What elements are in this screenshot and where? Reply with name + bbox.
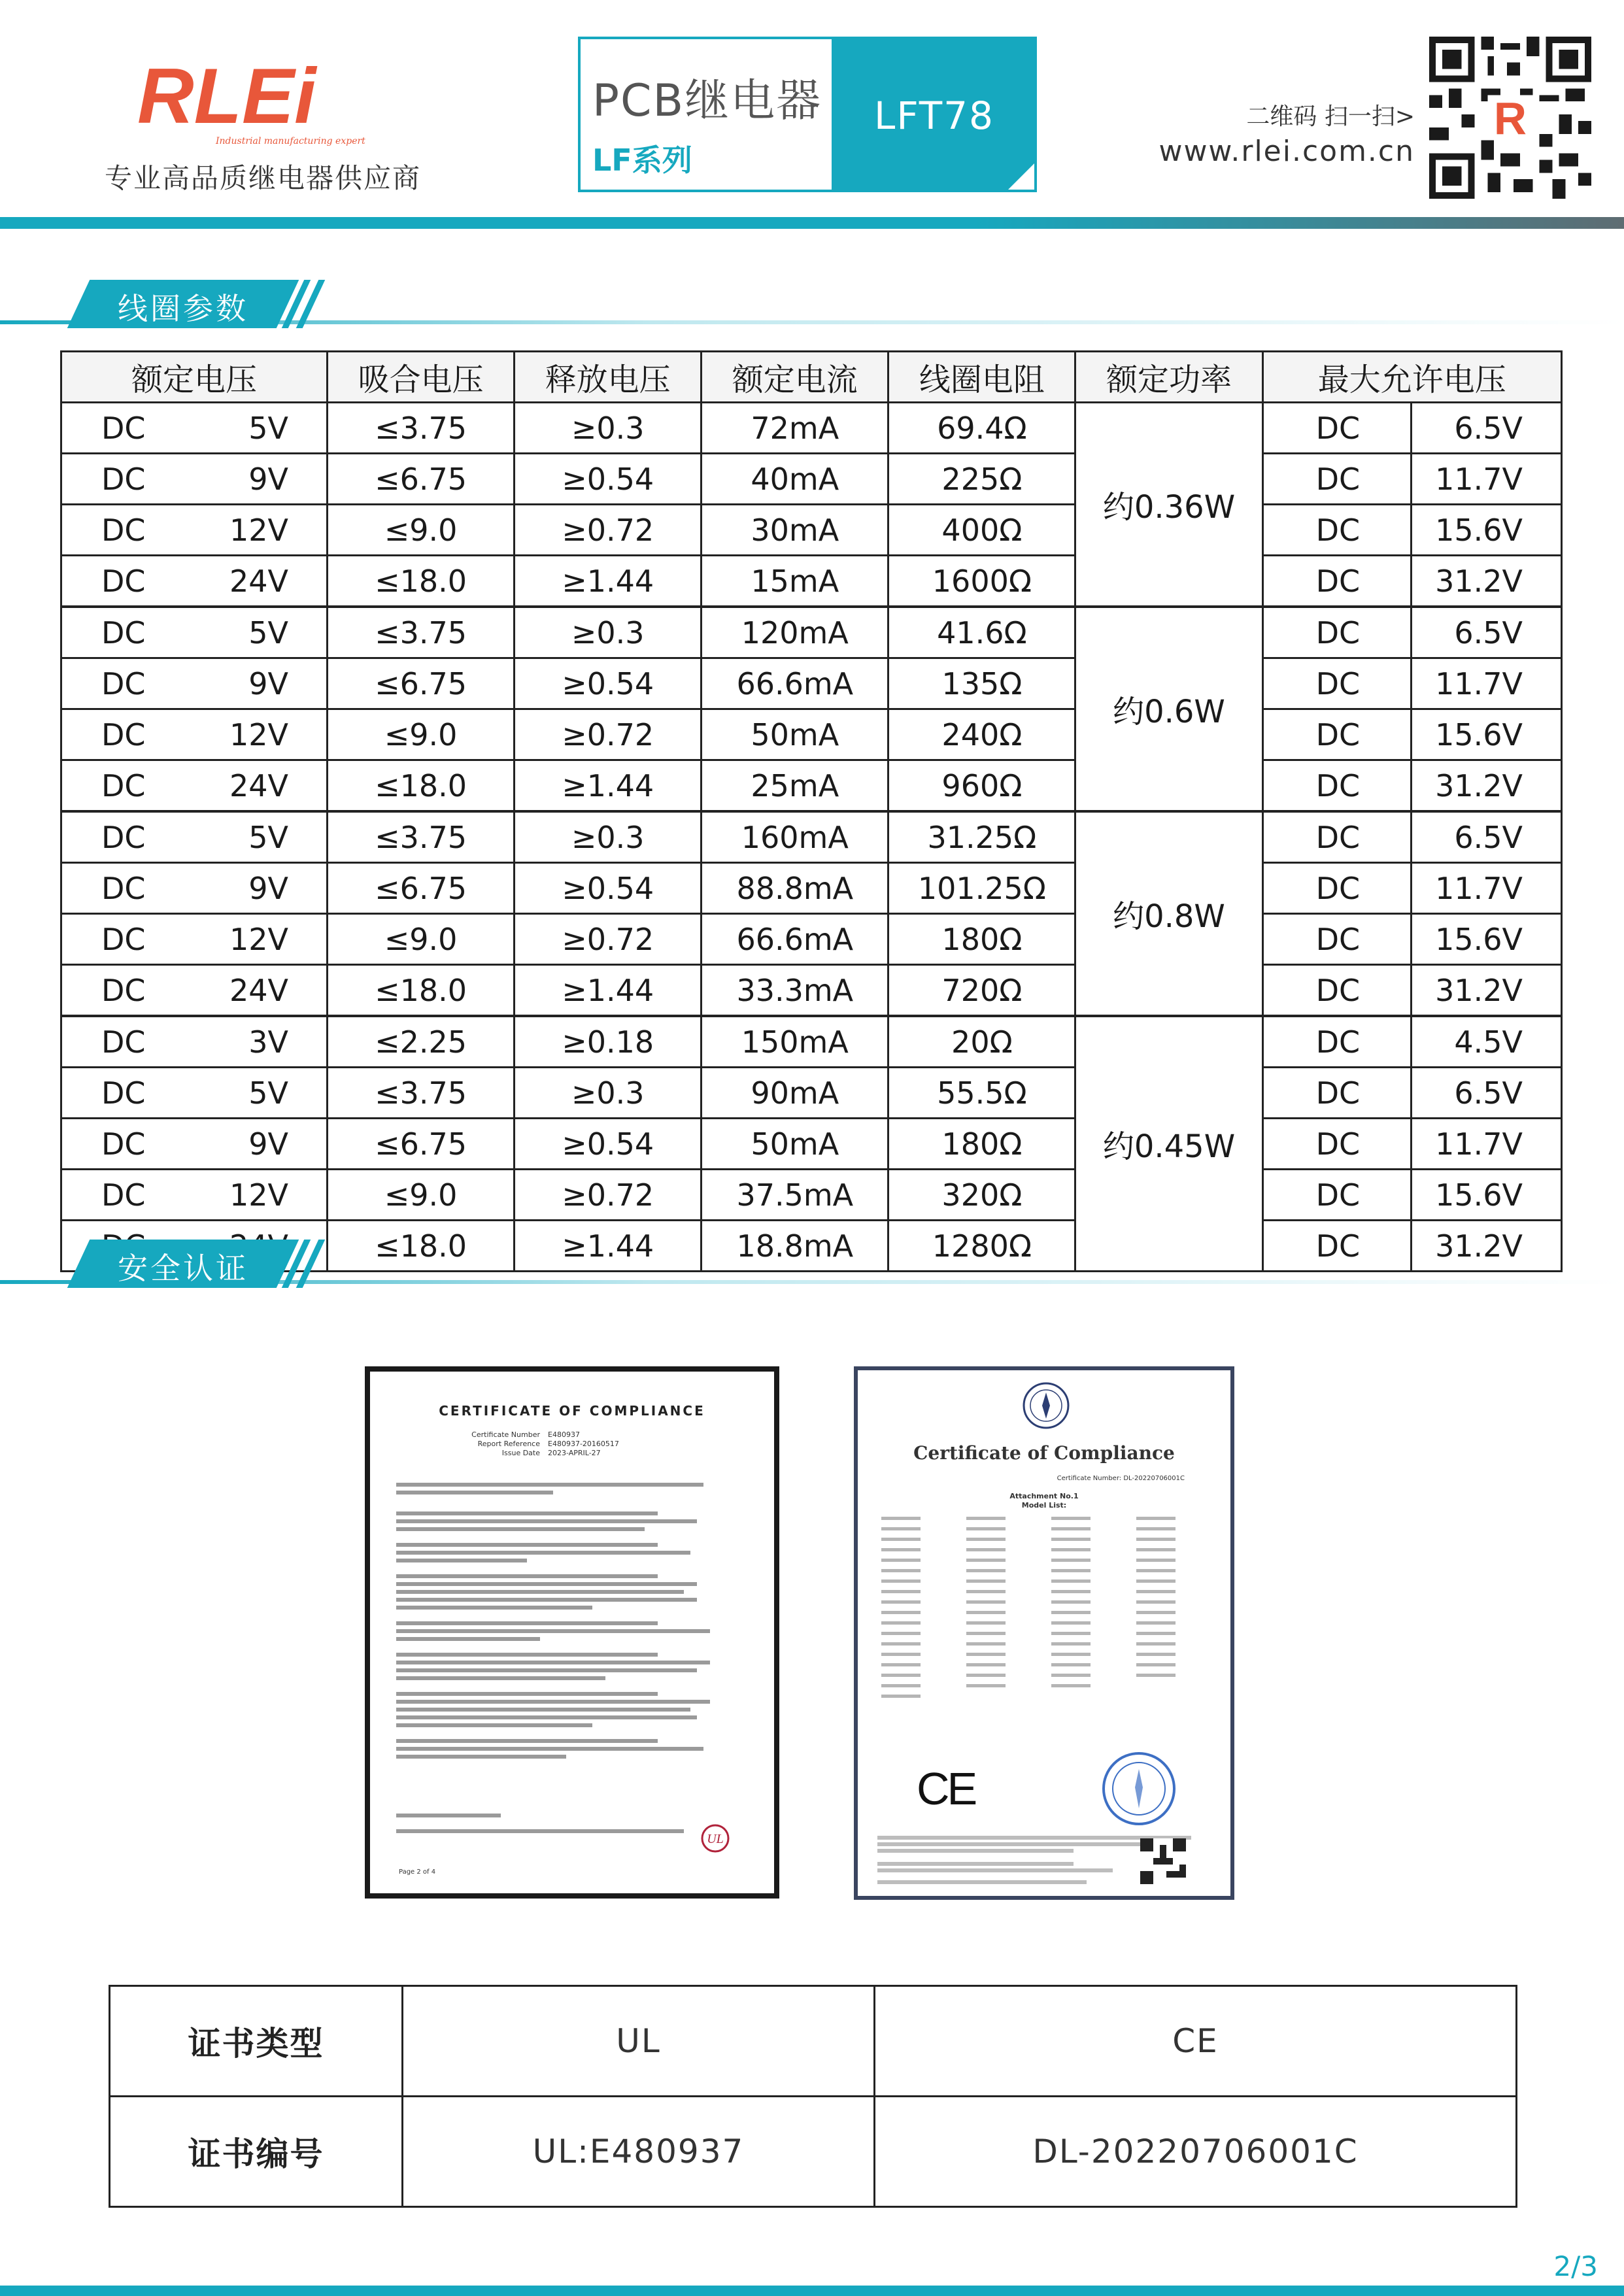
table-cell: DC [61,1068,196,1119]
section-title-coil: 线圈参数 [118,291,248,326]
table-cell: 5V [195,811,328,863]
table-row [61,760,1562,812]
table-cell: ≤9.0 [328,505,515,556]
table-cell: 960Ω [888,760,1075,812]
table-cell: ≥0.72 [515,505,702,556]
table-cell: 12V [195,914,328,965]
footer-bar [0,2286,1624,2296]
table-cell: ≤6.75 [328,454,515,505]
table-cell: DC [1262,863,1412,914]
table-row [110,2097,1517,2207]
table-cell: DC [1262,556,1412,607]
rated-power-cell: 约0.45W [1075,1016,1262,1272]
rlei-logo [137,58,373,149]
table-cell: 240Ω [888,709,1075,760]
table-cell: DC [1262,1119,1412,1170]
table-cell: DC [61,1170,196,1221]
company-tagline: 专业高品质继电器供应商 [105,162,422,194]
table-cell: 31.2V [1412,965,1562,1017]
table-cell: ≥0.18 [515,1016,702,1068]
product-model: LFT78 [832,39,1037,192]
header-divider [0,217,1624,229]
table-cell: 1280Ω [888,1221,1075,1272]
table-cell: ≤3.75 [328,403,515,454]
table-cell: DC [1262,760,1412,812]
table-cell: 31.2V [1412,1221,1562,1272]
cert-type-label: 证书类型 [110,1986,403,2097]
ce-model-list-lines [881,1517,1215,1706]
table-cell: ≥0.3 [515,607,702,658]
ul-mark-icon [700,1823,731,1854]
table-cell: 120mA [702,607,888,658]
col-header: 吸合电压 [328,352,515,403]
table-cell: DC [1262,403,1412,454]
table-cell: 15.6V [1412,1170,1562,1221]
col-header: 最大允许电压 [1262,352,1561,403]
ul-cert-date-label: Issue Date [501,1449,540,1457]
table-cell: 24V [195,760,328,812]
svg-text:R: R [1493,92,1527,144]
table-cell: 11.7V [1412,658,1562,709]
cert-number-label: 证书编号 [110,2097,403,2207]
product-series: LF系列 [592,143,692,178]
col-header: 额定功率 [1075,352,1262,403]
table-row [61,811,1562,863]
rated-power-cell: 约0.36W [1075,403,1262,607]
table-cell: DC [1262,1170,1412,1221]
table-cell: ≥0.72 [515,914,702,965]
table-cell: 1600Ω [888,556,1075,607]
table-cell: DC [1262,1068,1412,1119]
table-cell: 9V [195,1119,328,1170]
table-row [110,1986,1517,2097]
table-cell: 180Ω [888,914,1075,965]
table-row [61,709,1562,760]
table-cell: 225Ω [888,454,1075,505]
table-cell: 5V [195,607,328,658]
table-cell: 720Ω [888,965,1075,1017]
table-cell: 31.2V [1412,760,1562,812]
table-cell: DC [61,505,196,556]
table-cell: DC [61,863,196,914]
table-cell: 400Ω [888,505,1075,556]
table-row [61,658,1562,709]
page-number: 2/3 [1553,2250,1598,2282]
table-cell: 50mA [702,1119,888,1170]
table-cell: 20Ω [888,1016,1075,1068]
stamp-icon [1100,1749,1178,1828]
table-cell: ≥0.72 [515,1170,702,1221]
table-cell: 101.25Ω [888,863,1075,914]
table-cell: 50mA [702,709,888,760]
table-cell: 69.4Ω [888,403,1075,454]
table-cell: DC [61,965,196,1017]
table-cell: 15.6V [1412,505,1562,556]
ce-certificate-image [854,1366,1234,1900]
table-cell: ≤3.75 [328,607,515,658]
coil-parameter-table [60,350,1563,1272]
cert-number-ul: UL:E480937 [403,2097,875,2207]
cert-number-ce: DL-20220706001C [875,2097,1517,2207]
table-cell: DC [1262,607,1412,658]
table-cell: 12V [195,505,328,556]
ul-cert-date: 2023-APRIL-27 [548,1449,601,1457]
table-cell: 72mA [702,403,888,454]
table-cell: DC [61,556,196,607]
table-cell: 11.7V [1412,454,1562,505]
table-cell: 24V [195,556,328,607]
table-row [61,607,1562,658]
table-cell: 66.6mA [702,658,888,709]
table-row [61,403,1562,454]
table-cell: ≤18.0 [328,760,515,812]
col-header: 额定电压 [61,352,328,403]
table-cell: ≤3.75 [328,1068,515,1119]
table-cell: ≤18.0 [328,965,515,1017]
table-row [61,1170,1562,1221]
table-cell: 150mA [702,1016,888,1068]
ul-cert-number-label: Certificate Number [471,1430,540,1439]
table-cell: DC [1262,709,1412,760]
table-cell: 5V [195,1068,328,1119]
table-cell: 88.8mA [702,863,888,914]
table-cell: DC [1262,965,1412,1017]
table-cell: 15.6V [1412,914,1562,965]
table-cell: ≤18.0 [328,1221,515,1272]
table-cell: 320Ω [888,1170,1075,1221]
table-cell: 6.5V [1412,607,1562,658]
table-cell: 55.5Ω [888,1068,1075,1119]
ul-cert-number: E480937 [548,1430,580,1439]
ce-cert-title: Certificate of Compliance [913,1442,1175,1464]
table-cell: ≤6.75 [328,1119,515,1170]
table-cell: DC [1262,454,1412,505]
table-cell: DC [61,760,196,812]
qr-code-icon [1140,1838,1186,1884]
table-cell: 6.5V [1412,1068,1562,1119]
table-cell: DC [61,607,196,658]
ul-cert-report: E480937-20160517 [548,1440,619,1448]
table-cell: 9V [195,863,328,914]
product-category: PCB继电器 [592,75,822,127]
table-cell: 31.25Ω [888,811,1075,863]
table-cell: DC [61,403,196,454]
website-link[interactable]: www.rlei.com.cn [1159,135,1415,168]
table-row [61,863,1562,914]
table-cell: 12V [195,709,328,760]
table-cell: ≥0.72 [515,709,702,760]
ce-cert-attachment: Attachment No.1 [1009,1492,1079,1500]
rated-power-cell: 约0.6W [1075,607,1262,811]
table-cell: 135Ω [888,658,1075,709]
table-row [61,505,1562,556]
table-cell: ≤9.0 [328,914,515,965]
table-cell: 37.5mA [702,1170,888,1221]
table-header-row [61,352,1562,403]
cert-type-ul: UL [403,1986,875,2097]
table-cell: 9V [195,658,328,709]
table-cell: ≥0.54 [515,863,702,914]
table-cell: DC [61,658,196,709]
col-header: 释放电压 [515,352,702,403]
table-cell: ≥0.3 [515,1068,702,1119]
ul-cert-title: CERTIFICATE OF COMPLIANCE [439,1403,705,1419]
table-row [61,556,1562,607]
table-row [61,965,1562,1017]
table-cell: ≥0.3 [515,403,702,454]
col-header: 额定电流 [702,352,888,403]
table-cell: DC [61,1119,196,1170]
product-title-box [578,37,1037,192]
table-cell: 15.6V [1412,709,1562,760]
ce-cert-number: Certificate Number: DL-20220706001C [1057,1475,1185,1482]
ce-cert-model-list: Model List: [1021,1501,1067,1510]
table-cell: DC [1262,658,1412,709]
table-cell: 11.7V [1412,863,1562,914]
cert-type-ce: CE [875,1986,1517,2097]
table-cell: DC [1262,1221,1412,1272]
table-cell: 5V [195,403,328,454]
table-cell: 33.3mA [702,965,888,1017]
svg-text:RLEi: RLEi [137,58,316,140]
table-cell: DC [61,811,196,863]
table-cell: ≥0.54 [515,1119,702,1170]
section-title-cert: 安全认证 [118,1251,248,1286]
table-cell: ≥0.54 [515,454,702,505]
table-cell: ≤3.75 [328,811,515,863]
table-cell: ≥1.44 [515,965,702,1017]
table-cell: ≤2.25 [328,1016,515,1068]
rated-power-cell: 约0.8W [1075,811,1262,1016]
table-row [61,1016,1562,1068]
table-cell: 31.2V [1412,556,1562,607]
table-cell: DC [61,454,196,505]
table-cell: 6.5V [1412,811,1562,863]
table-cell: DC [1262,811,1412,863]
certification-emblem-icon [1020,1378,1072,1437]
table-cell: 4.5V [1412,1016,1562,1068]
table-row [61,1119,1562,1170]
table-cell: 25mA [702,760,888,812]
qr-code-icon[interactable] [1429,37,1591,199]
table-cell: 180Ω [888,1119,1075,1170]
certificate-info-table [109,1985,1517,2208]
ce-mark-icon: CE [917,1763,975,1814]
table-cell: ≥0.54 [515,658,702,709]
table-cell: ≥1.44 [515,556,702,607]
table-cell: 30mA [702,505,888,556]
svg-text:Industrial manufacturing exper: Industrial manufacturing expert [216,136,365,146]
table-cell: ≤9.0 [328,1170,515,1221]
table-cell: ≤6.75 [328,658,515,709]
table-cell: DC [61,709,196,760]
qr-hint: 二维码 扫一扫> [1246,103,1415,130]
table-cell: 90mA [702,1068,888,1119]
table-cell: ≥1.44 [515,1221,702,1272]
table-cell: 160mA [702,811,888,863]
table-cell: 24V [195,965,328,1017]
table-cell: DC [1262,505,1412,556]
table-cell: DC [61,914,196,965]
table-cell: 18.8mA [702,1221,888,1272]
table-cell: DC [61,1016,196,1068]
ul-cert-report-label: Report Reference [477,1440,540,1448]
table-cell: ≤9.0 [328,709,515,760]
table-cell: 66.6mA [702,914,888,965]
table-cell: 6.5V [1412,403,1562,454]
table-row [61,1068,1562,1119]
table-cell: DC [1262,1016,1412,1068]
table-row [61,454,1562,505]
table-cell: ≤18.0 [328,556,515,607]
table-cell: 15mA [702,556,888,607]
svg-text:UL: UL [707,1832,724,1846]
table-row [61,914,1562,965]
ul-certificate-image [365,1366,779,1899]
col-header: 线圈电阻 [888,352,1075,403]
table-cell: ≤6.75 [328,863,515,914]
ul-cert-page: Page 2 of 4 [399,1868,436,1876]
table-cell: 41.6Ω [888,607,1075,658]
table-cell: 3V [195,1016,328,1068]
table-cell: ≥0.3 [515,811,702,863]
table-cell: 11.7V [1412,1119,1562,1170]
table-cell: 9V [195,454,328,505]
table-cell: 12V [195,1170,328,1221]
table-cell: DC [1262,914,1412,965]
table-cell: 40mA [702,454,888,505]
table-cell: ≥1.44 [515,760,702,812]
